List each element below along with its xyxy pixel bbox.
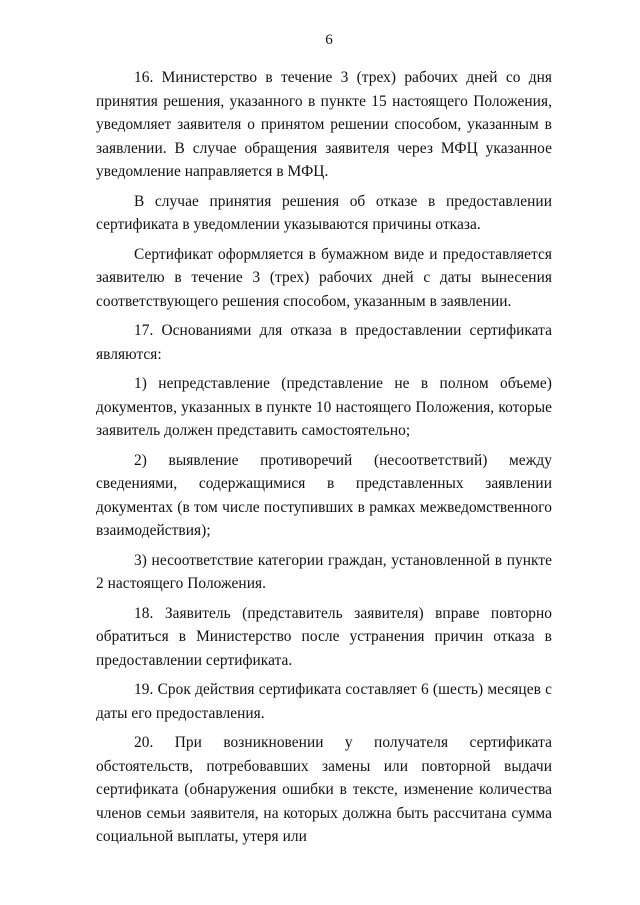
paragraph-17-item-3: 3) несоответствие категории граждан, установленной в пункте 2 настоящего Положения. [96, 551, 552, 592]
paragraph-19: 19. Срок действия сертификата составляет 6 (шесть) месяцев с даты его предоставления. [96, 681, 552, 722]
paragraph-certificate-issue: Сертификат оформляется в бумажном виде и предоставляется заявителю в течение 3 (трех) рабочих дней с даты вынесения соответствующего решения способом, указанным в заявлении. [96, 245, 552, 310]
paragraph-17-item-1: 1) непредставление (представление не в полном объеме) документов, указанных в пункте 10 настоящего Положения, которые заявитель должен представить самостоятельно; [96, 375, 552, 439]
paragraph-17: 17. Основаниями для отказа в предоставлении сертификата являются: [96, 322, 552, 363]
paragraph-17-item-2: 2) выявление противоречий (несоответствий) между сведениями, содержащимися в представленных заявлении документах (в том числе поступивших в рамках межведомственного взаимодействия); [96, 451, 552, 539]
page-number: 6 [325, 32, 333, 48]
paragraph-16: 16. Министерство в течение 3 (трех) рабочих дней со дня принятия решения, указанного в пункте 15 настоящего Положения, уведомляет заявителя о принятом решении способом, указанным в заявлении. В случае обращения заявителя через МФЦ указанное уведомление направляется в МФЦ. [96, 69, 552, 180]
paragraph-refusal-notice: В случае принятия решения об отказе в предоставлении сертификата в уведомлении указываются причины отказа. [96, 192, 552, 233]
paragraph-18: 18. Заявитель (представитель заявителя) вправе повторно обратиться в Министерство после устранения причин отказа в предоставлении сертификата. [96, 604, 552, 669]
paragraph-20: 20. При возникновении у получателя сертификата обстоятельств, потребовавших замены или повторной выдачи сертификата (обнаружения ошибки в тексте, изменение количества членов семьи заявителя, на которых должна быть рассчитана сумма социальной выплаты, утеря или [96, 734, 552, 845]
